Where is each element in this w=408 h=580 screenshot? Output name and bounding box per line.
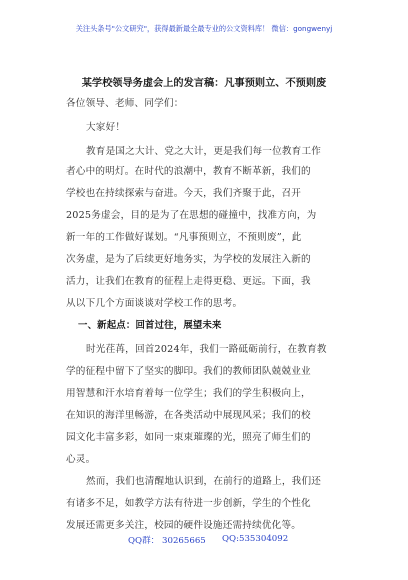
paragraph-line: 次务虚，是为了后续更好地务实，为学校的发展注入新的	[66, 254, 311, 265]
paragraph-line: 有诸多不足，如教学方法有待进一步创新，学生的个性化	[66, 498, 311, 509]
paragraph-line: 者心中的明灯。在时代的浪潮中，教育不断革新，我们的	[66, 166, 311, 177]
footer-qq-group: QQ群： 30265665	[128, 536, 206, 546]
paragraph-line: 然而，我们也清醒地认识到，在前行的道路上，我们还	[86, 476, 322, 487]
paragraph-line: 学校也在持续探索与奋进。今天，我们齐聚于此，召开	[66, 188, 302, 199]
paragraph-line: 新一年的工作做好谋划。“凡事预则立，不预则废”，此	[66, 232, 302, 243]
paragraph-line: 发展还需更多关注，校园的硬件设施还需持续优化等。	[66, 520, 302, 531]
paragraph-line: 活力，让我们在教育的征程上走得更稳、更远。下面，我	[66, 276, 311, 287]
paragraph-line: 从以下几个方面谈谈对学校工作的思考。	[66, 298, 243, 309]
header-banner: 关注头条号"公文研究"，获得最新最全最专业的公文资料库！ 微信：gongwenyj	[75, 24, 333, 33]
paragraph-line: 心灵。	[66, 454, 96, 465]
paragraph-line: 教育是国之大计、党之大计，更是我们每一位教育工作	[86, 146, 322, 157]
document-title: 某学校领导务虚会上的发言稿：凡事预则立、不预则废	[81, 77, 327, 89]
paragraph-line: 2025务虚会，目的是为了在思想的碰撞中，找准方向，为	[66, 210, 317, 221]
paragraph-line: 时光荏苒，回首2024年，我们一路砥砺前行，在教育教	[86, 344, 327, 355]
paragraph-line: 用智慧和汗水培育着每一位学生；我们的学生积极向上，	[66, 388, 311, 399]
greeting: 大家好！	[86, 122, 126, 133]
section-heading: 一、新起点：回首过往，展望未来	[78, 320, 222, 331]
footer-qq-number: QQ:535304092	[222, 534, 289, 544]
paragraph-line: 园文化丰富多彩，如同一束束璀璨的光，照亮了师生们的	[66, 432, 311, 443]
salutation: 各位领导、老师、同学们：	[66, 98, 184, 109]
paragraph-line: 学的征程中留下了坚实的脚印。我们的教师团队兢兢业业	[66, 366, 311, 377]
paragraph-line: 在知识的海洋里畅游，在各类活动中展现风采；我们的校	[66, 410, 311, 421]
